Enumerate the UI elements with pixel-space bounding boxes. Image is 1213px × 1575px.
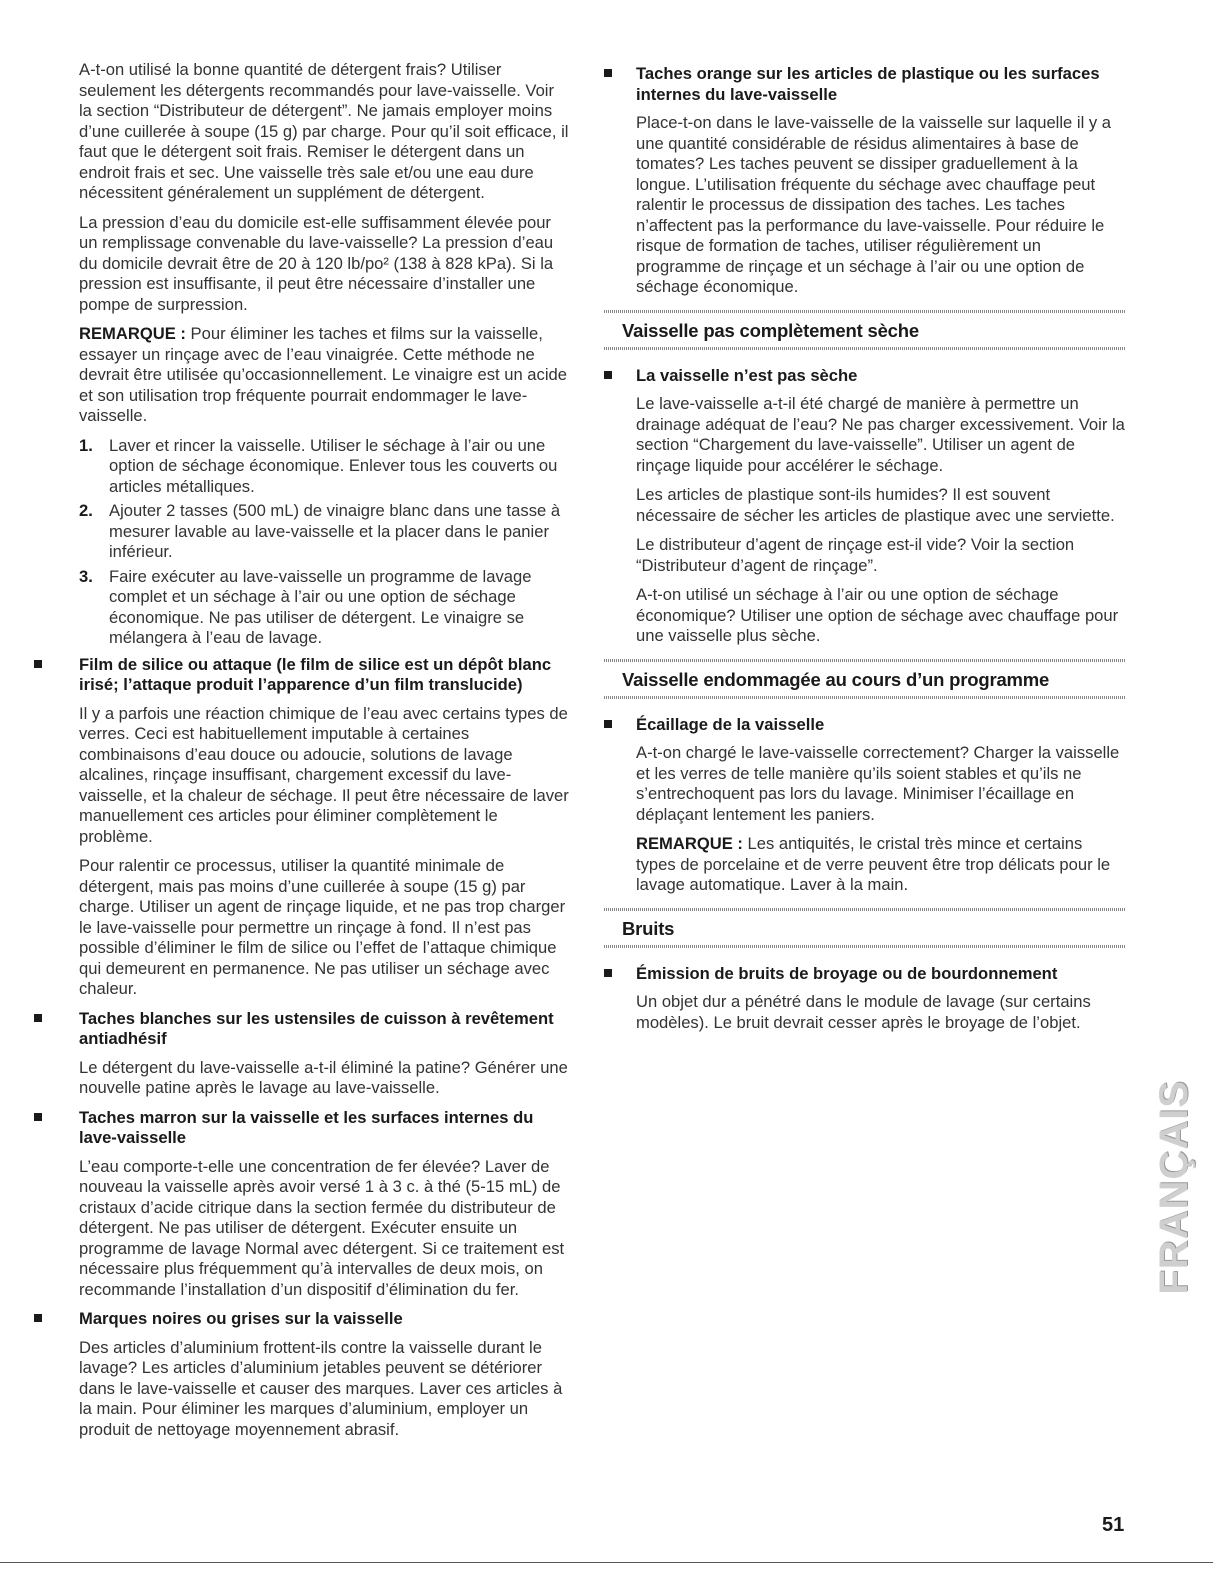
note-label: REMARQUE : — [79, 324, 186, 343]
paragraph-silica-1: Il y a parfois une réaction chimique de l’eau avec certains types de verres. Ceci est habituellement imputable à certaines combinaisons d’eau douce ou adoucie, solutions de lavage alcalines, rinçage insuffisant, chargement excessif du lave-vaisselle, et la chaleur de séchage. Il peut être nécessaire de laver manuellement ces articles pour éliminer complètement le problème. — [79, 703, 569, 846]
step-item — [79, 567, 571, 649]
heading-not-dry — [604, 366, 1126, 387]
heading-text: Taches orange sur les articles de plastique ou les surfaces internes du lave-vaisselle — [636, 64, 1100, 104]
paragraph-chipping: A-t-on chargé le lave-vaisselle correctement? Charger la vaisselle et les verres de telle manière qu’ils soient stables et qu’ils ne s’entrechoquent pas lors du lavage. Minimiser l’écaillage en déplaçant lentement les paniers. — [636, 743, 1120, 824]
heading-brown-stains — [79, 1108, 571, 1149]
footer-rule — [0, 1562, 1213, 1563]
heading-text: Émission de bruits de broyage ou de bourdonnement — [636, 963, 1058, 983]
heading-orange-stains — [604, 64, 1126, 105]
heading-text: Taches blanches sur les ustensiles de cuisson à revêtement antiadhésif — [79, 1008, 554, 1048]
heading-grinding-noise — [604, 964, 1126, 985]
step-number: 1. — [79, 435, 93, 455]
page-number: 51 — [1102, 1514, 1125, 1536]
note-text: Pour éliminer les taches et films sur la vaisselle, essayer un rinçage avec de l’eau vinaigrée. Cette méthode ne devrait être utilisée qu’occasionnellement. Le vinaigre est un acide et son utilisation trop fréquente pourrait endommager le lave-vaisselle. — [79, 324, 567, 425]
heading-white-spots — [79, 1009, 571, 1050]
step-text: Laver et rincer la vaisselle. Utiliser le séchage à l’air ou une option de séchage économique. Enlever tous les couverts ou articles métalliques. — [109, 435, 558, 496]
heading-text: Film de silice ou attaque (le film de silice est un dépôt blanc irisé; l’attaque produit l’apparence d’un film translucide) — [79, 654, 552, 694]
bullet-icon — [34, 1113, 42, 1121]
language-label: FRANÇAIS — [1152, 1080, 1196, 1295]
heading-text: La vaisselle n’est pas sèche — [636, 365, 858, 385]
paragraph-silica-2: Pour ralentir ce processus, utiliser la quantité minimale de détergent, mais pas moins d’une cuillerée à soupe (15 g) par charge. Utiliser un agent de rinçage liquide, et ne pas trop charger le lave-vaisselle pour permettre un rinçage à fond. Il n’est pas possible d’éliminer le film de silice ou l’effet de l’attaque chimique qui demeurent en permanence. Ne pas utiliser un séchage avec chaleur. — [79, 856, 566, 998]
note-vinegar — [79, 324, 571, 427]
step-text: Faire exécuter au lave-vaisselle un programme de lavage complet et un séchage à l’air ou une option de séchage économique. Ne pas utiliser de détergent. Le vinaigre se mélangera à l’eau de lavage. — [109, 566, 532, 647]
bullet-icon — [604, 371, 612, 379]
step-item — [79, 501, 571, 563]
bullet-icon — [34, 660, 42, 668]
bullet-icon — [34, 1014, 42, 1022]
step-number: 3. — [79, 566, 93, 586]
section-title: Bruits — [622, 917, 675, 939]
paragraph-not-dry-3: Le distributeur d’agent de rinçage est-il vide? Voir la section “Distributeur d’agent de rinçage”. — [636, 535, 1075, 575]
section-title: Vaisselle pas complètement sèche — [622, 319, 919, 341]
paragraph-not-dry-2: Les articles de plastique sont-ils humides? Il est souvent nécessaire de sécher les articles de plastique avec une serviette. — [636, 485, 1115, 525]
paragraph-pressure: La pression d’eau du domicile est-elle suffisamment élevée pour un remplissage convenable du lave-vaisselle? La pression d’eau du domicile devrait être de 20 à 120 lb/po² (138 à 828 kPa). Si la pression est insuffisante, il peut être nécessaire d’installer une pompe de surpression. — [79, 212, 554, 314]
section-rule-bottom — [604, 347, 1126, 350]
bullet-icon — [604, 720, 612, 728]
heading-chipping — [604, 715, 1126, 736]
note-label: REMARQUE : — [636, 834, 743, 853]
paragraph-black-marks: Des articles d’aluminium frottent-ils contre la vaisselle durant le lavage? Les articles d’aluminium jetables peuvent se détériorer dans le lave-vaisselle et causer des marques. Laver ces articles à la main. Pour éliminer les marques d’aluminium, employer un produit de nettoyage moyennement abrasif. — [79, 1337, 563, 1439]
paragraph-detergent: A-t-on utilisé la bonne quantité de détergent frais? Utiliser seulement les détergents recommandés pour lave-vaisselle. Voir la section “Distributeur de détergent”. Ne jamais employer moins d’une cuillerée à soupe (15 g) par charge. Pour qu’il soit efficace, il faut que le détergent soit frais. Remiser le détergent dans un endroit frais et sec. Une vaisselle très sale et/ou une eau dure nécessitent généralement un supplément de détergent. — [79, 60, 569, 202]
paragraph-white-spots: Le détergent du lave-vaisselle a-t-il éliminé la patine? Générer une nouvelle patine après le lavage au lave-vaisselle. — [79, 1057, 568, 1097]
left-column — [79, 60, 571, 1449]
section-rule-bottom — [604, 696, 1126, 699]
paragraph-grinding-noise: Un objet dur a pénétré dans le module de lavage (sur certains modèles). Le bruit devrait cesser après le broyage de l’objet. — [636, 992, 1091, 1032]
right-column — [604, 60, 1126, 1042]
bullet-icon — [604, 969, 612, 977]
heading-text: Écaillage de la vaisselle — [636, 714, 825, 734]
vinegar-steps-list — [79, 436, 571, 649]
step-text: Ajouter 2 tasses (500 mL) de vinaigre blanc dans une tasse à mesurer lavable au lave-vaisselle et la placer dans le panier inférieur. — [109, 501, 561, 561]
section-header-not-dry — [604, 310, 1126, 350]
heading-text: Marques noires ou grises sur la vaisselle — [79, 1309, 403, 1328]
section-header-damaged — [604, 659, 1126, 699]
bullet-icon — [34, 1314, 42, 1322]
note-delicate — [604, 834, 1126, 896]
step-number: 2. — [79, 501, 93, 520]
section-title: Vaisselle endommagée au cours d’un programme — [622, 668, 1050, 690]
section-header-noise — [604, 908, 1126, 948]
paragraph-brown-stains: L’eau comporte-t-elle une concentration de fer élevée? Laver de nouveau la vaisselle après avoir versé 1 à 3 c. à thé (5-15 mL) de cristaux d’acide citrique dans la section fermée du distributeur de détergent. Ne pas utiliser de détergent. Exécuter ensuite un programme de lavage Normal avec détergent. Si ce traitement est nécessaire plus fréquemment qu’à intervalles de deux mois, on recommande l’installation d’un dispositif d’élimination du fer. — [79, 1156, 565, 1299]
language-side-tab — [1152, 1080, 1196, 1342]
heading-text: Taches marron sur la vaisselle et les surfaces internes du lave-vaisselle — [79, 1107, 534, 1147]
paragraph-not-dry-1: Le lave-vaisselle a-t-il été chargé de manière à permettre un drainage adéquat de l’eau? Ne pas charger excessivement. Voir la section “Chargement du lave-vaisselle”. Utiliser un agent de rinçage liquide pour accélérer le séchage. — [636, 394, 1125, 475]
section-rule-bottom — [604, 945, 1126, 948]
paragraph-not-dry-4: A-t-on utilisé un séchage à l’air ou une option de séchage économique? Utiliser une option de séchage avec chauffage pour une vaisselle plus sèche. — [636, 585, 1119, 645]
note-text: Les antiquités, le cristal très mince et certains types de porcelaine et de verre peuvent être trop délicats pour le lavage automatique. Laver à la main. — [636, 834, 1111, 894]
paragraph-orange-stains: Place-t-on dans le lave-vaisselle de la vaisselle sur laquelle il y a une quantité considérable de résidus alimentaires à base de tomates? Les taches peuvent se dissiper graduellement à la longue. L’utilisation fréquente du séchage avec chauffage peut ralentir le processus de dissipation des taches. Les taches n’affectent pas la performance du lave-vaisselle. Pour réduire le risque de formation de taches, utiliser régulièrement un programme de rinçage et un séchage à l’air ou une option de séchage économique. — [636, 113, 1112, 296]
step-item — [79, 436, 571, 498]
heading-silica-film — [79, 655, 571, 696]
heading-black-marks — [79, 1309, 571, 1330]
bullet-icon — [604, 69, 612, 77]
